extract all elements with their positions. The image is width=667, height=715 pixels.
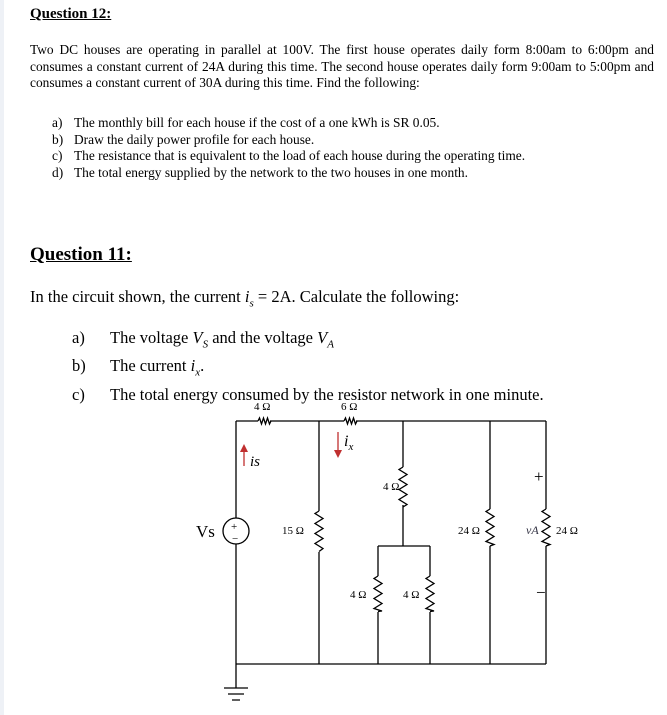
label-r-4-upper: 4 Ω <box>383 481 400 493</box>
label-r-24-b: 24 Ω <box>556 525 578 537</box>
label-r-4-br: 4 Ω <box>403 589 420 601</box>
label-va: vA <box>526 523 539 537</box>
label-ix: $i_x$ <box>344 433 354 453</box>
label-r-15: 15 Ω <box>282 525 304 537</box>
list-item: c) The resistance that is equivalent to the load of each house during the operating time. <box>52 148 526 163</box>
question-12-body: Two DC houses are operating in parallel at 100V. The first house operates daily form 8:00am to 6:00pm and consumes a constant current of 24A during this time. The second house operates daily form 9:00am to 5:00pm and consumes a constant current of 30A during this time. Find the following: <box>30 42 654 90</box>
ix-arrowhead-icon <box>334 450 342 458</box>
va-plus: + <box>534 467 544 486</box>
label-is: is <box>250 454 261 470</box>
question-11-title: Question 11: <box>30 244 132 265</box>
ground-icon <box>224 688 248 700</box>
resistor-4-bl <box>374 576 382 612</box>
resistor-24-b <box>542 509 550 546</box>
label-source: Vs <box>196 522 215 541</box>
is-arrowhead-icon <box>240 444 248 452</box>
resistor-15 <box>315 511 323 552</box>
question-12-title: Question 12: <box>30 6 112 22</box>
resistor-4-top <box>258 418 271 424</box>
resistor-4-br <box>426 576 434 612</box>
va-minus: − <box>536 583 546 602</box>
list-item: d) The total energy supplied by the network to the two houses in one month. <box>52 164 468 180</box>
resistor-6-top <box>344 418 357 424</box>
label-r-4-bl: 4 Ω <box>350 589 367 601</box>
label-r-top-left: 4 Ω <box>254 401 271 413</box>
list-item: b) The current $i_x$. <box>72 356 205 379</box>
list-item: b) Draw the daily power profile for each house. <box>52 131 315 147</box>
source-minus: − <box>232 533 239 545</box>
question-11-intro: In the circuit shown, the current $i_s = 2A$. Calculate the following: <box>30 287 460 310</box>
label-r-24-a: 24 Ω <box>458 525 480 537</box>
list-item: a) The voltage $V_S$ and the voltage $V_A$ <box>72 328 334 351</box>
source-plus: + <box>231 521 238 533</box>
list-item: a) The monthly bill for each house if the cost of a one kWh is SR 0.05. <box>52 115 440 130</box>
resistor-4-upper <box>399 467 407 507</box>
resistor-24-a <box>486 509 494 546</box>
label-r-top-right: 6 Ω <box>341 401 358 413</box>
list-item: c) The total energy consumed by the resistor network in one minute. <box>72 384 544 404</box>
